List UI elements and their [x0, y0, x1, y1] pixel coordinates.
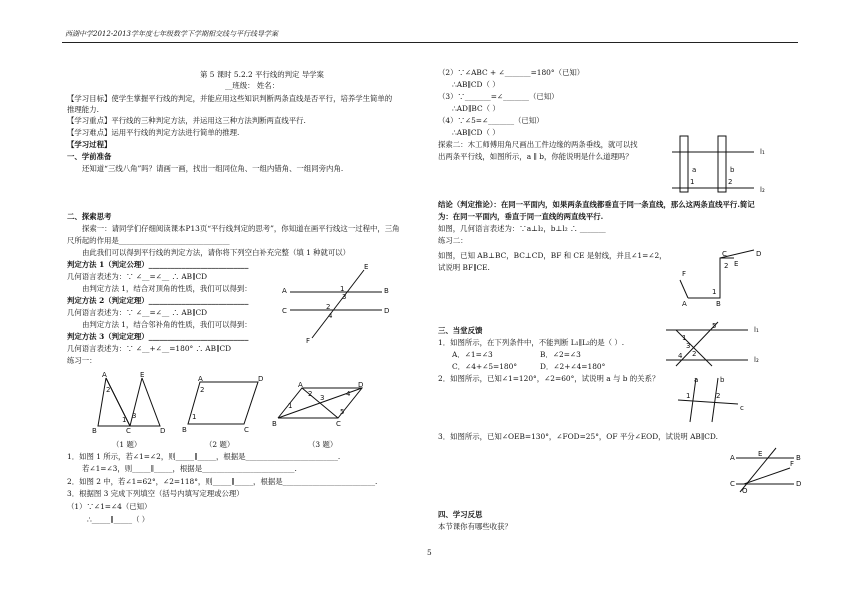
question-1a: 1．如图 1 所示，若∠1=∠2，则_____∥_____，根据是_________________________. [67, 452, 341, 461]
header-rule [62, 42, 798, 43]
feedback-1-option-a: A．∠1=∠3 [452, 350, 493, 359]
explore-2-line1: 探索二：木工师傅用角尺画出工件边缘的两条垂线，就可以找 [438, 140, 638, 149]
fb1-angle-3: 3 [686, 342, 691, 350]
question-3: 3．根据图 3 完成下列填空（括号内填写定理或公理） [67, 489, 244, 498]
fb2-angle-2: 2 [716, 392, 721, 400]
fig3-angle-4: 4 [346, 390, 351, 398]
lesson-title: 第 5 课时 5.2.2 平行线的判定 导学案 [200, 70, 324, 79]
feedback-1: 1．如图所示，在下列条件中，不能判断 L₁∥L₂的是（ ）. [438, 338, 625, 347]
conclusion-1: 结论（判定推论）：在同一平面内，如果两条直线都垂直于同一条直线，那么这两条直线平行.简记 [438, 200, 755, 209]
fig-label-d: D [384, 307, 390, 315]
method-1-geometry: 几何语言表述为：∵ ∠__=∠__ ∴ AB∥CD [67, 272, 208, 281]
method-1: 判定方法 1（判定公理）___________________________ [67, 260, 249, 269]
feedback-2: 2．如图所示，已知∠1=120°，∠2=60°，试说明 a 与 b 的关系？ [438, 374, 660, 383]
fig2-label-d: D [258, 375, 264, 383]
fig-label-e: E [364, 263, 369, 271]
fb1-angle-5: 5 [712, 322, 717, 330]
fb1-label-l2: l₂ [754, 356, 759, 364]
method-2: 判定方法 2（判定定理）___________________________ [67, 296, 249, 305]
angle-3: 3 [342, 293, 347, 301]
fig1-label-e: E [140, 371, 145, 379]
practice-1-label: 练习一： [67, 356, 97, 365]
reflection-prompt: 本节课你有哪些收获？ [438, 522, 512, 531]
right-r2: （3）∵_______=∠_______（已知） [438, 92, 559, 101]
right-r1: （2）∵∠ABC + ∠_______=180°（已知） [438, 68, 585, 77]
figure-feedback-1 [662, 318, 774, 370]
square-label-l2: l₂ [760, 186, 765, 194]
learning-process: 【学习过程】 [67, 140, 112, 149]
learning-key: 【学习重点】平行线的三种判定方法，并运用这三种方法判断两直线平行. [67, 116, 306, 125]
p2-label-d: D [756, 250, 762, 258]
page-number: 5 [427, 548, 432, 557]
practice-2-a: 如图，已知 AB⊥BC，BC⊥CD，BF 和 CE 是射线，并且∠1=∠2， [438, 251, 667, 260]
explore-1-line1: 探索一：请同学们仔细阅读课本P13页“平行线判定的思考”，你知道在画平行线这一过程中，三角 [82, 224, 400, 233]
method-3-geometry: 几何语言表述为：∵ ∠__+∠__=180° ∴ AB∥CD [67, 344, 232, 353]
p2-angle-1: 1 [712, 288, 717, 296]
square-label-a: a [692, 166, 697, 174]
fig3-label-c: C [336, 420, 341, 428]
p2-label-b: B [716, 300, 721, 308]
square-angle-2: 2 [728, 178, 733, 186]
learning-difficulty: 【学习难点】运用平行线的判定方法进行简单的推理. [67, 128, 240, 137]
figure-square [668, 132, 772, 196]
fig1-angle-1: 1 [122, 416, 127, 424]
fig1-label-c: C [126, 427, 131, 434]
fb2-label-c: c [740, 404, 744, 412]
fig3-label-a: A [298, 381, 303, 389]
figure-feedback-2 [676, 374, 748, 426]
fb2-label-a: a [694, 376, 699, 384]
question-3-1: （1）∵∠1=∠4（已知） [67, 502, 152, 511]
fig1-angle-3: 3 [132, 412, 137, 420]
fb1-angle-4: 4 [678, 352, 683, 360]
fig3-label-d: D [358, 381, 364, 389]
fig-label-b: B [384, 287, 389, 295]
method-1-extension: 由判定方法 1，结合对顶角的性质，我们可以得到： [82, 284, 252, 293]
fb3-label-d: D [796, 480, 802, 488]
right-r3: （4）∵∠5=∠_______（已知） [438, 116, 544, 125]
fig2-angle-1: 1 [192, 413, 197, 421]
section-1-text: 还知道“三线八角”吗？请画一画，找出一组同位角、一组内错角、一组同旁内角. [82, 164, 344, 173]
section-3-heading: 三、当堂反馈 [438, 326, 483, 335]
fb2-angle-1: 1 [686, 392, 691, 400]
p2-label-f: F [682, 270, 687, 278]
fb3-label-c: C [730, 480, 735, 488]
conclusion-2: 为：在同一平面内，垂直于同一直线的两直线平行. [438, 212, 604, 221]
fb1-angle-1: 1 [682, 334, 687, 342]
fb3-label-a: A [730, 454, 735, 462]
feedback-1-option-b: B．∠2=∠3 [540, 350, 581, 359]
feedback-1-option-c: C．∠4+∠5=180° [452, 362, 518, 371]
caption-3: （3 题） [308, 440, 338, 449]
fig1-label-b: B [92, 427, 97, 434]
right-r1b: ∴AB∥CD（ ） [452, 80, 500, 89]
fig-label-f: F [306, 337, 311, 344]
fig2-angle-2: 2 [200, 386, 205, 394]
method-2-geometry: 几何语言表述为：∵ ∠__=∠__ ∴ AB∥CD [67, 308, 208, 317]
explore-1-line2: 尺所起的作用是______________________________ [67, 236, 230, 245]
p2-label-a: A [682, 300, 687, 308]
figure-q3 [268, 380, 366, 430]
fb3-label-b: B [796, 454, 801, 462]
fig1-angle-2: 2 [106, 386, 111, 394]
fig3-angle-2: 2 [308, 390, 313, 398]
explore-1-line3: 由此我们可以得到平行线的判定方法，请你将下列空白补充完整（填 1 种就可以） [82, 248, 351, 257]
fig-label-a: A [282, 287, 287, 295]
learning-goal: 【学习目标】使学生掌握平行线的判定，并能应用这些知识判断两条直线是否平行，培养学生简单的 [67, 94, 393, 103]
figure-feedback-3 [730, 444, 802, 494]
explore-2-line2: 出两条平行线，如图所示，a ∥ b，你能说明是什么道理吗？ [438, 152, 633, 161]
p2-angle-2: 2 [724, 262, 729, 270]
learning-goal-cont: 推理能力. [67, 105, 99, 114]
p2-label-e: E [734, 260, 739, 268]
figure-q1 [92, 370, 172, 434]
fb1-angle-2: 2 [692, 350, 697, 358]
fig2-label-a: A [198, 375, 203, 383]
fig2-label-b: B [182, 426, 187, 434]
question-1b: 若∠1=∠3，则_____∥_____，根据是_________________________. [82, 464, 297, 473]
question-3-1b: ∴_____∥_____（ ） [87, 515, 150, 524]
fb3-label-f: F [790, 460, 795, 468]
figure-transversal [282, 262, 392, 344]
right-r3b: ∴AB∥CD（ ） [452, 128, 500, 137]
section-2-heading: 二、探索思考 [67, 212, 112, 221]
fig1-label-a: A [102, 371, 107, 379]
class-name-line: __班级： 姓名： [225, 81, 280, 90]
angle-4: 4 [328, 312, 333, 320]
feedback-3: 3．如图所示，已知∠OEB=130°，∠FOD=25°，OF 平分∠EOD，试说明 AB∥CD. [438, 432, 718, 441]
running-header: 西湖中学2012-2013学年度七年级数学下学期相交线与平行线导学案 [65, 30, 278, 38]
parallelogram-abcd [188, 382, 258, 424]
fb3-label-e: E [758, 450, 763, 458]
fig1-label-d: D [160, 427, 166, 434]
square-label-b: b [730, 166, 735, 174]
section-1-heading: 一、学前准备 [67, 152, 112, 161]
figure-practice-2 [676, 246, 768, 308]
right-r2b: ∴AD∥BC（ ） [452, 104, 500, 113]
fb2-label-b: b [720, 376, 725, 384]
angle-2: 2 [326, 303, 331, 311]
fb3-label-o: O [742, 487, 748, 494]
fig3-angle-3: 3 [320, 394, 325, 402]
line-ef [312, 270, 364, 338]
fig3-angle-1: 1 [288, 402, 293, 410]
fig3-angle-5: 5 [340, 408, 345, 416]
feedback-1-option-d: D．∠2+∠4=180° [540, 362, 606, 371]
fig-label-c: C [282, 307, 287, 315]
p2-label-c: C [722, 250, 727, 258]
caption-1: （1 题） [112, 440, 142, 449]
caption-2: （2 题） [205, 440, 235, 449]
square-label-l1: l₁ [760, 148, 765, 156]
method-3: 判定方法 3（判定定理）___________________________ [67, 332, 249, 341]
question-2: 2．如图 2 中，若∠1=62°，∠2=118°，则_____∥_____，根据是_________________________. [67, 477, 378, 486]
conclusion-3: 如图，几何语言表述为：∵a⊥l₂，b⊥l₂ ∴ _______ [438, 224, 606, 233]
fig3-label-b: B [272, 420, 277, 428]
angle-1: 1 [340, 285, 345, 293]
section-4-heading: 四、学习反思 [438, 510, 483, 519]
square-angle-1: 1 [690, 178, 695, 186]
practice-2-b: 试说明 BF∥CE. [438, 263, 490, 272]
fig2-label-c: C [244, 426, 249, 434]
method-2-extension: 由判定方法 1，结合邻补角的性质，我们可以得到： [82, 320, 252, 329]
figure-q2 [182, 374, 270, 434]
practice-2-label: 练习二： [438, 236, 468, 245]
fb1-label-l1: l₁ [754, 326, 759, 334]
